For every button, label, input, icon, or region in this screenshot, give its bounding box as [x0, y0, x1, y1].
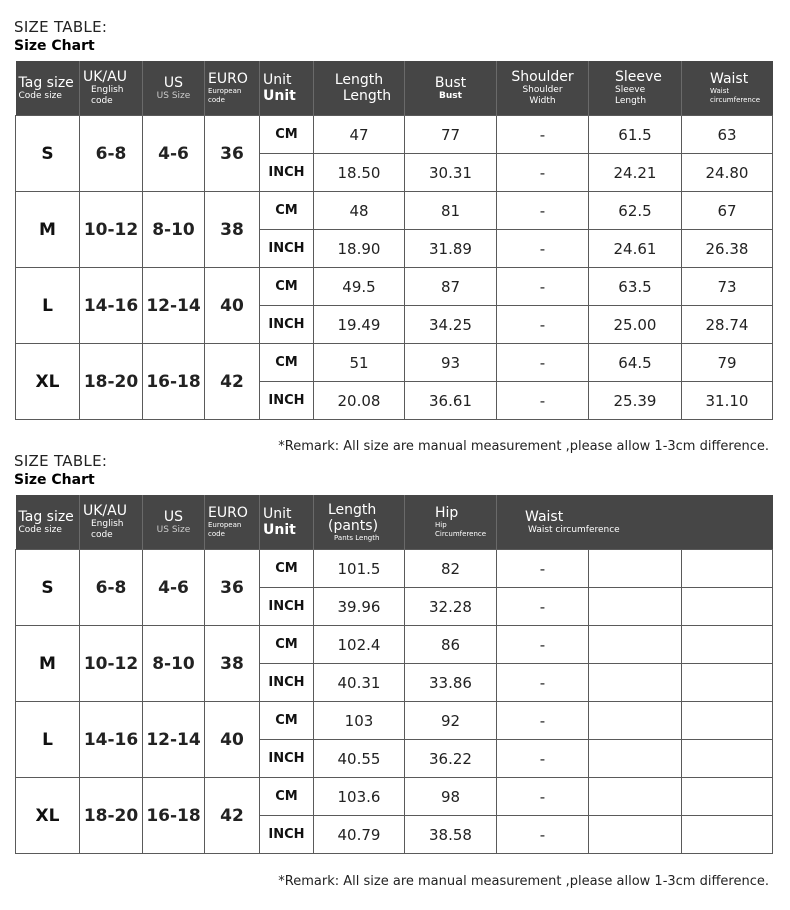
header-sleeve: Sleeve Sleeve Length: [589, 61, 682, 116]
us-cell: 4-6: [143, 550, 205, 626]
size-cell: XL: [16, 344, 80, 420]
uk-au-cell: 14-16: [80, 268, 143, 344]
table-row: [16, 116, 773, 154]
header-tag-size: Tag size Code size: [16, 61, 80, 116]
bust-cell: 93: [405, 344, 497, 382]
euro-cell: 36: [205, 550, 260, 626]
empty-cell: [589, 588, 682, 626]
uk-au-cell: 18-20: [80, 344, 143, 420]
bust-cell: 34.25: [405, 306, 497, 344]
euro-cell: 38: [205, 192, 260, 268]
size-cell: L: [16, 268, 80, 344]
header-tag-size: Tag size Code size: [16, 495, 80, 550]
hip-cell: 86: [405, 626, 497, 664]
empty-cell: [589, 778, 682, 816]
length-cell: 101.5: [314, 550, 405, 588]
table-row: [16, 702, 773, 740]
us-cell: 8-10: [143, 626, 205, 702]
waist-cell: -: [497, 626, 589, 664]
waist-cell: 73: [682, 268, 773, 306]
length-cell: 40.31: [314, 664, 405, 702]
bust-cell: 81: [405, 192, 497, 230]
section-heading: SIZE TABLE:: [14, 18, 108, 36]
empty-cell: [589, 816, 682, 854]
empty-cell: [589, 664, 682, 702]
size-cell: M: [16, 626, 80, 702]
sleeve-cell: 24.61: [589, 230, 682, 268]
euro-cell: 36: [205, 116, 260, 192]
table-row: [16, 626, 773, 664]
length-cell: 103.6: [314, 778, 405, 816]
length-cell: 18.90: [314, 230, 405, 268]
empty-cell: [682, 702, 773, 740]
bust-cell: 31.89: [405, 230, 497, 268]
unit-cell: INCH: [260, 230, 314, 268]
unit-cell: CM: [260, 626, 314, 664]
header-unit: Unit Unit: [260, 495, 314, 550]
shoulder-cell: -: [497, 382, 589, 420]
table-row: [16, 778, 773, 816]
hip-cell: 82: [405, 550, 497, 588]
size-cell: XL: [16, 778, 80, 854]
sleeve-cell: 63.5: [589, 268, 682, 306]
header-euro: EURO European code: [205, 495, 260, 550]
shoulder-cell: -: [497, 154, 589, 192]
waist-cell: -: [497, 588, 589, 626]
table-row: [16, 344, 773, 382]
unit-cell: CM: [260, 550, 314, 588]
euro-cell: 42: [205, 778, 260, 854]
empty-cell: [682, 550, 773, 588]
header-row: [16, 61, 773, 116]
waist-cell: -: [497, 740, 589, 778]
header-waist: Waist Waist circumference: [497, 495, 773, 550]
header-us: US US Size: [143, 61, 205, 116]
hip-cell: 98: [405, 778, 497, 816]
header-hip: Hip Hip Circumference: [405, 495, 497, 550]
length-cell: 103: [314, 702, 405, 740]
length-cell: 40.55: [314, 740, 405, 778]
length-cell: 39.96: [314, 588, 405, 626]
section-subheading: Size Chart: [14, 38, 95, 54]
size-cell: S: [16, 550, 80, 626]
sleeve-cell: 62.5: [589, 192, 682, 230]
waist-cell: -: [497, 550, 589, 588]
length-cell: 48: [314, 192, 405, 230]
table-row: [16, 268, 773, 306]
uk-au-cell: 10-12: [80, 626, 143, 702]
waist-cell: 79: [682, 344, 773, 382]
bust-cell: 36.61: [405, 382, 497, 420]
euro-cell: 40: [205, 702, 260, 778]
top-size-table: [15, 61, 773, 420]
waist-cell: 28.74: [682, 306, 773, 344]
unit-cell: CM: [260, 192, 314, 230]
us-cell: 12-14: [143, 702, 205, 778]
header-bust: Bust Bust: [405, 61, 497, 116]
waist-cell: 67: [682, 192, 773, 230]
length-cell: 47: [314, 116, 405, 154]
hip-cell: 36.22: [405, 740, 497, 778]
size-cell: S: [16, 116, 80, 192]
header-uk-au: UK/AU English code: [80, 61, 143, 116]
header-us: US US Size: [143, 495, 205, 550]
shoulder-cell: -: [497, 344, 589, 382]
unit-cell: INCH: [260, 306, 314, 344]
shoulder-cell: -: [497, 116, 589, 154]
empty-cell: [682, 626, 773, 664]
table-row: [16, 550, 773, 588]
bust-cell: 30.31: [405, 154, 497, 192]
unit-cell: INCH: [260, 382, 314, 420]
header-length-pants: Length (pants) Pants Length: [314, 495, 405, 550]
waist-cell: 26.38: [682, 230, 773, 268]
empty-cell: [682, 740, 773, 778]
unit-cell: CM: [260, 268, 314, 306]
section-subheading: Size Chart: [14, 472, 95, 488]
unit-cell: CM: [260, 116, 314, 154]
length-cell: 102.4: [314, 626, 405, 664]
empty-cell: [682, 816, 773, 854]
size-cell: M: [16, 192, 80, 268]
us-cell: 16-18: [143, 778, 205, 854]
hip-cell: 32.28: [405, 588, 497, 626]
uk-au-cell: 14-16: [80, 702, 143, 778]
length-cell: 20.08: [314, 382, 405, 420]
sleeve-cell: 24.21: [589, 154, 682, 192]
shoulder-cell: -: [497, 192, 589, 230]
sleeve-cell: 61.5: [589, 116, 682, 154]
header-waist: Waist Waist circumference: [682, 61, 773, 116]
waist-cell: -: [497, 664, 589, 702]
uk-au-cell: 6-8: [80, 550, 143, 626]
us-cell: 12-14: [143, 268, 205, 344]
sleeve-cell: 25.00: [589, 306, 682, 344]
empty-cell: [589, 740, 682, 778]
euro-cell: 42: [205, 344, 260, 420]
shoulder-cell: -: [497, 268, 589, 306]
section-heading: SIZE TABLE:: [14, 452, 108, 470]
length-cell: 51: [314, 344, 405, 382]
waist-cell: -: [497, 816, 589, 854]
uk-au-cell: 6-8: [80, 116, 143, 192]
header-length: Length Length: [314, 61, 405, 116]
length-cell: 19.49: [314, 306, 405, 344]
length-cell: 18.50: [314, 154, 405, 192]
unit-cell: CM: [260, 778, 314, 816]
empty-cell: [682, 664, 773, 702]
empty-cell: [589, 626, 682, 664]
header-row: [16, 495, 773, 550]
unit-cell: INCH: [260, 588, 314, 626]
table-row: [16, 192, 773, 230]
empty-cell: [682, 588, 773, 626]
header-shoulder: Shoulder Shoulder Width: [497, 61, 589, 116]
bottom-size-table: [15, 495, 773, 854]
waist-cell: 31.10: [682, 382, 773, 420]
remark-note: *Remark: All size are manual measurement ,please allow 1-3cm difference.: [278, 439, 769, 454]
empty-cell: [589, 702, 682, 740]
unit-cell: INCH: [260, 664, 314, 702]
bust-cell: 77: [405, 116, 497, 154]
empty-cell: [682, 778, 773, 816]
us-cell: 16-18: [143, 344, 205, 420]
size-cell: L: [16, 702, 80, 778]
unit-cell: INCH: [260, 740, 314, 778]
us-cell: 8-10: [143, 192, 205, 268]
bust-cell: 87: [405, 268, 497, 306]
waist-cell: -: [497, 702, 589, 740]
waist-cell: -: [497, 778, 589, 816]
length-cell: 40.79: [314, 816, 405, 854]
waist-cell: 63: [682, 116, 773, 154]
header-euro: EURO European code: [205, 61, 260, 116]
hip-cell: 92: [405, 702, 497, 740]
length-cell: 49.5: [314, 268, 405, 306]
euro-cell: 38: [205, 626, 260, 702]
sleeve-cell: 64.5: [589, 344, 682, 382]
waist-cell: 24.80: [682, 154, 773, 192]
remark-note: *Remark: All size are manual measurement ,please allow 1-3cm difference.: [278, 874, 769, 889]
header-uk-au: UK/AU English code: [80, 495, 143, 550]
header-unit: Unit Unit: [260, 61, 314, 116]
uk-au-cell: 10-12: [80, 192, 143, 268]
shoulder-cell: -: [497, 230, 589, 268]
us-cell: 4-6: [143, 116, 205, 192]
unit-cell: INCH: [260, 816, 314, 854]
empty-cell: [589, 550, 682, 588]
uk-au-cell: 18-20: [80, 778, 143, 854]
hip-cell: 38.58: [405, 816, 497, 854]
hip-cell: 33.86: [405, 664, 497, 702]
unit-cell: CM: [260, 702, 314, 740]
shoulder-cell: -: [497, 306, 589, 344]
euro-cell: 40: [205, 268, 260, 344]
unit-cell: INCH: [260, 154, 314, 192]
sleeve-cell: 25.39: [589, 382, 682, 420]
unit-cell: CM: [260, 344, 314, 382]
